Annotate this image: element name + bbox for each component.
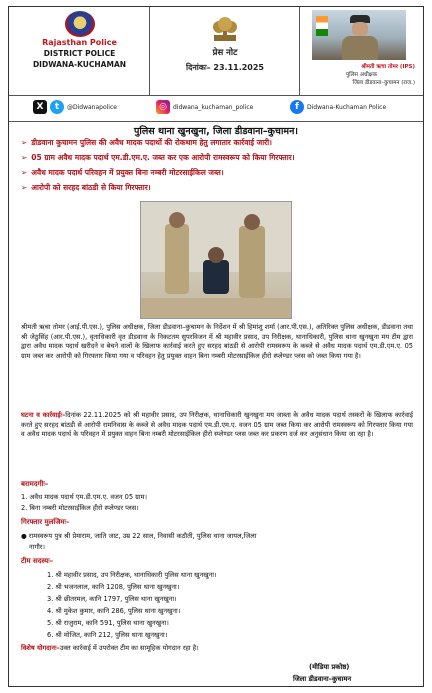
press-note-header (9, 7, 423, 96)
district-line-2: DIDWANA-KUCHAMAN (32, 60, 127, 69)
seized-heading: बरामदगीः– (21, 480, 49, 488)
incident-paragraph: घटना व कार्रवाईः–दिनांक 22.11.2025 को श्री महावीर प्रसाद, उप निरीक्षक, थानाधिकारी खुनखुना मय जाब्ता के अवैध मादक पदार्थ तस्करों के खिलाफ कार्रवाई करते हुए सरहद बांठडी से आरोपी रामनिवास के कब्जे से अवैध मादक पदार्थ एम.डी.एम.ए. वजन 05 ग्राम जब्त किया कर आरोपी रामस्वरूप को गिरफ्तार किया गया व अवैध मादक पदार्थ के परिवहन में प्रयुक्त वाहन बिना नम्बरी मोटरसाईकिल हीरो स्प्लेण्डर प्लस जब्त कर प्रकरण दर्ज कर अनुसंधान किया जा रहा है। (21, 411, 413, 439)
intro-paragraph: श्रीमती ऋचा तोमर (आई.पी.एस.), पुलिस अधीक्षक, जिला डीडवाना–कुचामन के निर्देशन में श्री हिमांशु शर्मा (आर.पी.एस.), अतिरिक्त पुलिस अधीक्षक, डीडवाना तथा श्री जेठुसिंह (आर.पी.एस.), वृताधिकारी वृत डीडवाना के निकटतम सुपरविजन में श्री महावीर प्रसाद, उप निरीक्षक, थानाधिकारी, पुलिस थाना खुनखुना मय टीम द्वारा द्वारा अवैध मादक पदार्थ खरीदने व बेचने वालों के खिलाफ कार्रवाई करते हुए सरहद बांठडी से आरोपी रामस्वरूप के कब्जे से अवैध मादक पदार्थ एम.डी.एम.ए. 05 ग्राम जब्त कर आरोपी को गिरफ्तार किया गया व परिवहन हेतु प्रयुक्त वाहन बिना नम्बरी मोटरसाईकिल हीरो स्प्लेण्डर प्लस को जब्त किया गया है। (21, 323, 413, 360)
special-contribution: विशेष योगदानः–उक्त कार्रवाई में उपरोक्त टीम का सामूहिक योगदान रहा है। (21, 644, 199, 652)
team-member: 5. श्री राजुराम, कानि 591, पुलिस थाना खुनखुना। (47, 619, 169, 627)
press-note-label: प्रेस नोट (212, 48, 238, 58)
team-member: 2. श्री भजनलाल, कानि 1208, पुलिस थाना खुनखुना। (47, 583, 180, 591)
officer-district: जिला डीडवाना–कुचामन (राज.) (352, 80, 415, 86)
org-name: Rajasthan Police (42, 38, 117, 47)
arrow-icon: ➢ (21, 168, 28, 177)
press-note-date: दिनांकः– 23.11.2025 (186, 63, 264, 72)
arrested-line: नागौर। (29, 543, 45, 551)
highlight-bullet: ➢ 05 ग्राम अवैध मादक पदार्थ एम.डी.एम.ए. जब्त कर एक आरोपी रामस्वरूप को किया गिरफ्तार। (21, 153, 295, 162)
rajasthan-police-logo-icon (65, 11, 95, 37)
facebook-icon[interactable]: f (290, 100, 304, 114)
police-branding (9, 7, 150, 95)
arrested-line: ● रामस्वरूप पुत्र श्री प्रेमाराम, जाति जाट, उम्र 22 साल, निवासी कठौती, पुलिस थाना जायल,जिला (21, 532, 257, 540)
x-icon[interactable]: X (33, 100, 47, 114)
team-member: 1. श्री महावीर प्रसाद, उप निरीक्षक, थानाधिकारी पुलिस थाना खुनखुना। (47, 571, 217, 579)
arrow-icon: ➢ (21, 153, 28, 162)
signature-line-2: जिला डीडवाना–कुचामन (293, 675, 352, 683)
instagram-icon[interactable]: ◎ (156, 100, 170, 114)
signature-line-1: (मीडिया प्रकोष्ठ) (309, 663, 350, 671)
arrested-heading: गिरफ्तार मुलजिमः– (21, 518, 70, 526)
seized-item: 1. अवैध मादक पदार्थ एम.डी.एम.ए. वजन 05 ग्राम। (21, 493, 148, 501)
officer-photo (312, 10, 406, 60)
arrow-icon: ➢ (21, 183, 28, 192)
seized-item: 2. बिना नम्बरी मोटरसाईकिल हीरो स्प्लेण्डर प्लस। (21, 504, 139, 512)
highlight-bullet: ➢ अवैध मादक पदार्थ परिवहन में प्रयुक्त बिना नम्बरी मोटरसाईकिल जब्त। (21, 168, 224, 177)
press-note-block (150, 7, 300, 95)
highlight-bullet: ➢ डीडवाना कुचामन पुलिस की अवैध मादक पदार्थो की रोकथाम हेतु लगातार कार्रवाई जारी। (21, 138, 272, 147)
team-member: 6. श्री मोजित, कानि 212, पुलिस थाना खुनखुना। (47, 631, 168, 639)
twitter-icon[interactable]: t (50, 100, 64, 114)
officer-name: श्रीमती ऋचा तोमर (IPS) (361, 64, 415, 70)
national-emblem-icon (208, 13, 242, 43)
social-links-bar (9, 95, 423, 122)
team-member: 4. श्री मुकेश कुमार, कानि 286, पुलिस थाना खुनखुना। (47, 607, 181, 615)
officer-block (300, 7, 423, 95)
team-heading: टीम सदस्यः– (21, 557, 54, 565)
arrest-photo (140, 201, 292, 319)
arrow-icon: ➢ (21, 138, 28, 147)
district-line-1: DISTRICT POLICE (43, 49, 116, 58)
facebook-page[interactable]: Didwana-Kuchaman Police (307, 104, 387, 111)
press-note-page (8, 6, 424, 687)
instagram-handle[interactable]: didwana_kuchaman_police (173, 104, 254, 111)
highlight-bullet: ➢ आरोपी को सरहद बांठडी से किया गिरफ्तार। (21, 183, 151, 192)
team-member: 3. श्री छीतरमल, कानि 1797, पुलिस थाना खुनखुना। (47, 595, 177, 603)
station-title: पुलिस थाना खुनखुना, जिला डीडवाना–कुचामन। (134, 126, 298, 137)
twitter-handle[interactable]: @Didwanapolice (67, 104, 117, 111)
officer-designation: पुलिस अधीक्षक (346, 72, 377, 78)
